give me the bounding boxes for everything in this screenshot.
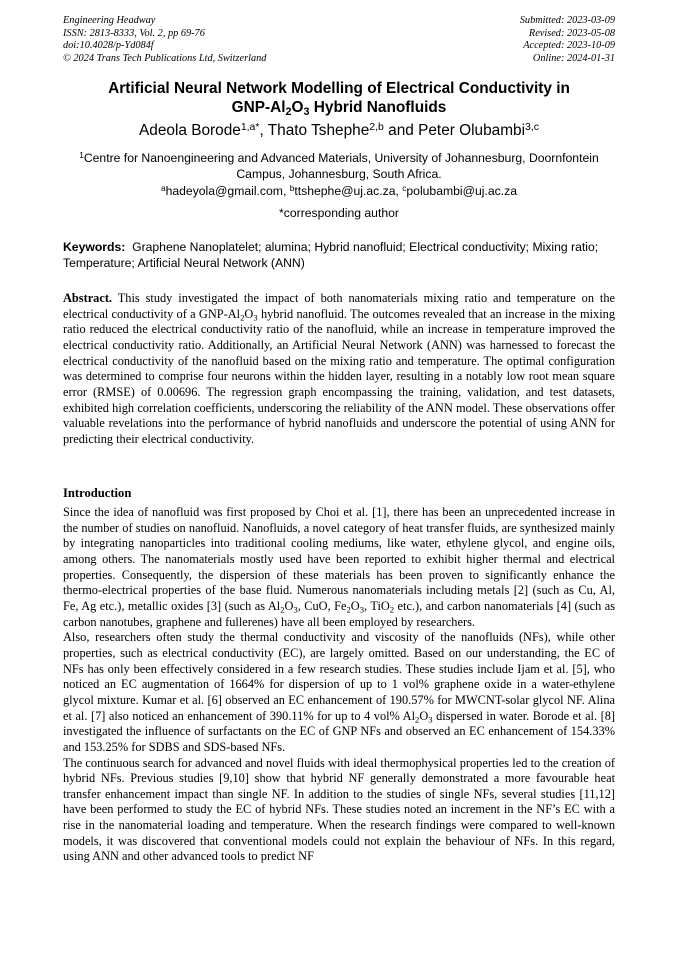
paragraph: Also, researchers often study the thermal conductivity and viscosity of the nanofluids (NFs), while other properties, such as electrical conductivity (EC), are largely omitted. Based on our understanding, the EC of NFs has only been effectively considered in a few research studies. These studies include Ijam et al. [5], who noticed an EC augmentation of 1664% for dispersion of up to 1 vol% graphene oxide in a water-ethylene glycol mixture. Kumar et al. [6] observed an EC enhancement of 190.57% for MWCNT-solar glycol NF. Alina et al. [7] also noticed an enhancement of 390.11% for up to 4 vol% $Al_2O_3$ dispersed in water. Borode et al. [8] investigated the influence of surfactants on the EC of GNP NFs and observed an EC enhancement of 154.33% and 153.25% for SDBS and SDS-based NFs. <box>63 630 615 754</box>
corresponding-author-note: *corresponding author <box>279 206 399 220</box>
email-link[interactable]: polubambi@uj.ac.za <box>406 184 518 198</box>
journal-copyright: © 2024 Trans Tech Publications Ltd, Switzerland <box>63 52 267 64</box>
date-revised: Revised: 2023-05-08 <box>528 27 615 39</box>
affiliation: $^1$Centre for Nanoengineering and Advanced Materials, University of Johannesburg, Doornfontein Campus, Johannesburg, South Africa. <box>79 149 599 181</box>
email-link[interactable]: hadeyola@gmail.com, <box>165 184 290 198</box>
journal-doi[interactable]: doi:10.4028/p-Yd084f <box>63 40 154 52</box>
abstract: Abstract. This study investigated the impact of both nanomaterials mixing ratio and temperature on the electrical conductivity of a GNP-$Al_2O_3$ hybrid nanofluid. The outcomes revealed that an increase in the mixing ratio reduced the electrical conductivity ratio of the nanofluid, while an increase in temperature improved the electrical conductivity ratio. Additionally, an Artificial Neural Network (ANN) was harnessed to forecast the electrical conductivity of the nanofluid based on the mixing ratio and temperature. The optimal configuration was determined to comprise four neurons within the hidden layer, resulting in a notably low root mean square error (RMSE) of 0.00696. The regression graph encompassing the training, validation, and test datasets, exhibited high correlation coefficients, underscoring the reliability of the ANN model. These observations offer valuable revelations into the performance of hybrid nanofluids and underscore the potential of using ANN for predicting their electrical conductivity. <box>63 291 616 446</box>
author-affiliation-mark: 1,a* <box>240 121 260 133</box>
author-affiliation-mark: 3,c <box>525 121 539 133</box>
author-name: Peter Olubambi <box>418 122 526 139</box>
author-emails: $^a$hadeyola@gmail.com, $^b$ttshephe@uj.ac.za, $^c$polubambi@uj.ac.za <box>160 182 518 198</box>
journal-info <box>63 15 266 65</box>
affiliation-line-2: Campus, Johannesburg, South Africa. <box>236 166 442 181</box>
paragraph: Since the idea of nanofluid was first proposed by Choi et al. [1], there has been an unprecedented increase in the number of studies on nanofluid. Nanofluids, a novel category of heat transfer fluids, are synthesized mainly by integrating nanoparticles into traditional cooling mediums, like water, ethylene glycol, and engine oils, among others. The nanomaterials mostly used have been reported to exhibit higher thermal and electrical properties. Consequently, the dispersion of these materials has been proven to significantly enhance the thermo-electrical properties of the base fluid. Numerous nanomaterials including metals [2] (such as Cu, Al, Fe, Ag etc.), metallic oxides [3] (such as $Al_2O_3$, CuO, $Fe_2O_3$, TiO$_2$ etc.), and carbon nanomaterials [4] (such as carbon nanotubes, graphene and fullerenes) have all been employed by researchers. <box>63 505 615 629</box>
keywords <box>63 240 615 271</box>
affiliation-line-1: Centre for Nanoengineering and Advanced Materials, University of Johannesburg, Doornfontein <box>83 151 599 165</box>
author-affiliation-mark: 2,b <box>369 121 384 133</box>
keywords-label: Keywords: <box>63 240 126 254</box>
date-online: Online: 2024-01-31 <box>532 52 615 64</box>
keywords-text: Graphene Nanoplatelet; alumina; Hybrid nanofluid; Electrical conductivity; Mixing ratio; Temperature; Artificial Neural Network (ANN) <box>63 240 602 270</box>
section-heading-introduction: Introduction <box>63 486 132 500</box>
author-name: Thato Tshephe <box>267 122 370 139</box>
email-link[interactable]: ttshephe@uj.ac.za, <box>294 184 403 198</box>
author-name: Adeola Borode <box>139 122 241 139</box>
publication-dates <box>520 15 615 65</box>
paper-title <box>63 80 615 117</box>
date-submitted: Submitted: 2023-03-09 <box>519 15 615 26</box>
title-line-1: Artificial Neural Network Modelling of Electrical Conductivity in <box>108 80 570 97</box>
paragraph: The continuous search for advanced and novel fluids with ideal thermophysical properties led to the creation of hybrid NFs. Previous studies [9,10] show that hybrid NF generally demonstrated a more favourable heat transfer enhancement impact than single NF. In addition to the studies of single NFs, several studies [11,12] have been performed to study the EC of hybrid NFs. These studies noted an increment in the NF’s EC with a rise in the nanomaterial loading and temperature. When the research findings were compared to well-known models, it was discovered that conventional models could not explain the behaviour of NFs. In this regard, using ANN and other advanced tools to predict NF <box>63 755 615 864</box>
title-line-2: GNP-$Al_2O_3$ Hybrid Nanofluids <box>231 98 447 118</box>
journal-issn: ISSN: 2813-8333, Vol. 2, pp 69-76 <box>63 27 205 39</box>
abstract-label: Abstract. <box>63 291 113 305</box>
date-accepted: Accepted: 2023-10-09 <box>523 40 615 52</box>
journal-name: Engineering Headway <box>63 15 156 26</box>
author-list: Adeola Borode$^{1,a*}$, Thato Tshephe$^{2,b}$ and Peter Olubambi$^{3,c}$ <box>139 121 539 139</box>
introduction-body <box>63 505 615 865</box>
